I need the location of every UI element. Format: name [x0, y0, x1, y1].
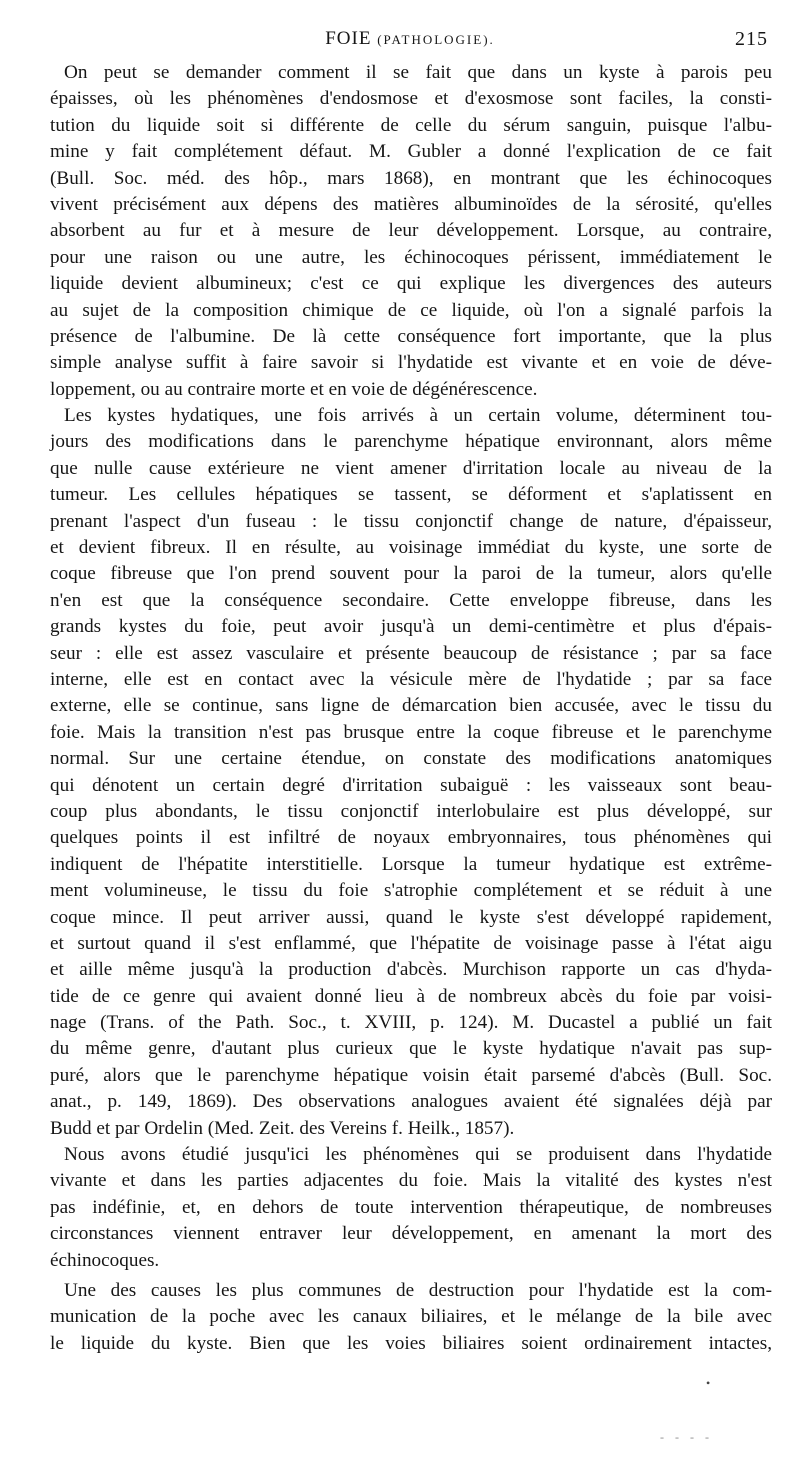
text-line: vivent précisément aux dépens des matières albuminoïdes de la sérosité, qu'elles: [50, 193, 772, 215]
text-line: vivante et dans les parties adjacentes du foie. Mais la vitalité des kystes n'est: [50, 1170, 772, 1192]
text-line: Une des causes les plus communes de destruction pour l'hydatide est la com-: [64, 1279, 772, 1301]
text-line: grands kystes du foie, peut avoir jusqu'à un demi-centimètre et plus d'épais-: [50, 616, 772, 638]
text-line: n'en est que la conséquence secondaire. Cette enveloppe fibreuse, dans les: [50, 589, 772, 611]
text-line: du même genre, d'autant plus curieux que le kyste hydatique n'avait pas sup-: [50, 1038, 772, 1060]
header-subtitle: (PATHOLOGIE).: [377, 32, 495, 47]
text-line: présence de l'albumine. De là cette conséquence fort importante, que la plus: [50, 325, 772, 347]
text-line: foie. Mais la transition n'est pas brusque entre la coque fibreuse et le parenchyme: [50, 721, 772, 743]
text-line: quelques points il est infiltré de noyaux embryonnaires, tous phénomènes qui: [50, 827, 772, 849]
text-line: Budd et par Ordelin (Med. Zeit. des Vereins f. Heilk., 1857).: [50, 1117, 515, 1139]
text-line: liquide devient albumineux; c'est ce qui explique les divergences des auteurs: [50, 273, 772, 295]
text-line: pour une raison ou une autre, les échinocoques périssent, immédiatement le: [50, 246, 772, 268]
text-line: (Bull. Soc. méd. des hôp., mars 1868), en montrant que les échinocoques: [50, 167, 772, 189]
page-number: 215: [735, 28, 768, 50]
text-line: tumeur. Les cellules hépatiques se tassent, se déforment et s'aplatissent en: [50, 484, 772, 506]
text-line: mine y fait complétement défaut. M. Gubler a donné l'explication de ce fait: [50, 141, 772, 163]
text-line: simple analyse suffit à faire savoir si l'hydatide est vivante et en voie de déve-: [50, 352, 772, 374]
text-line: et surtout quand il s'est enflammé, que l'hépatite de voisinage passe à l'état aigu: [50, 932, 772, 954]
running-head: [50, 28, 770, 54]
text-line: interne, elle est en contact avec la vésicule mère de l'hydatide ; par sa face: [50, 668, 772, 690]
text-line: coque fibreuse que l'on prend souvent pour la paroi de la tumeur, alors qu'elle: [50, 563, 772, 585]
text-line: que nulle cause extérieure ne vient amener d'irritation locale au niveau de la: [50, 457, 772, 479]
text-line: nage (Trans. of the Path. Soc., t. XVIII, p. 124). M. Ducastel a publié un fait: [50, 1012, 772, 1034]
body-text: [50, 60, 772, 1357]
text-line: tution du liquide soit si différente de celle du sérum sanguin, puisque l'albu-: [50, 114, 772, 136]
text-line: ment volumineuse, le tissu du foie s'atrophie complétement et se réduit à une: [50, 880, 772, 902]
print-speck: •: [706, 1376, 711, 1390]
text-line: coque mince. Il peut arriver aussi, quand le kyste s'est développé rapidement,: [50, 906, 772, 928]
text-line: Les kystes hydatiques, une fois arrivés à un certain volume, déterminent tou-: [64, 405, 772, 427]
text-line: qui dénotent un certain degré d'irritation subaiguë : les vaisseaux sont beau-: [50, 774, 772, 796]
text-line: jours des modifications dans le parenchyme hépatique environnant, alors même: [50, 431, 772, 453]
text-line: au sujet de la composition chimique de ce liquide, où l'on a signalé parfois la: [50, 299, 772, 321]
text-line: et aille même jusqu'à la production d'abcès. Murchison rapporte un cas d'hyda-: [50, 959, 772, 981]
text-line: indiquent de l'hépatite interstitielle. Lorsque la tumeur hydatique est extrême-: [50, 853, 772, 875]
text-line: normal. Sur une certaine étendue, on constate des modifications anatomiques: [50, 748, 772, 770]
text-line: Nous avons étudié jusqu'ici les phénomènes qui se produisent dans l'hydatide: [64, 1144, 772, 1166]
text-line: On peut se demander comment il se fait que dans un kyste à parois peu: [64, 62, 772, 83]
text-line: puré, alors que le parenchyme hépatique voisin était parsemé d'abcès (Bull. Soc.: [50, 1064, 772, 1086]
text-line: seur : elle est assez vasculaire et présente beaucoup de résistance ; par sa face: [50, 642, 772, 664]
text-line: prenant l'aspect d'un fuseau : le tissu conjonctif change de nature, d'épaisseur,: [50, 510, 772, 532]
header-title: FOIE: [325, 28, 372, 49]
text-line: munication de la poche avec les canaux biliaires, et le mélange de la bile avec: [50, 1306, 772, 1328]
text-line: coup plus abondants, le tissu conjonctif interlobulaire est plus développé, sur: [50, 800, 772, 822]
print-speck: - - - -: [660, 1430, 713, 1444]
text-line: et devient fibreux. Il en résulte, au voisinage immédiat du kyste, une sorte de: [50, 537, 772, 559]
text-line: le liquide du kyste. Bien que les voies biliaires soient ordinairement intactes,: [50, 1332, 772, 1354]
text-line: pas indéfinie, et, en dehors de toute intervention thérapeutique, de nombreuses: [50, 1196, 772, 1218]
text-line: anat., p. 149, 1869). Des observations analogues avaient été signalées déjà par: [50, 1091, 772, 1113]
text-line: épaisses, où les phénomènes d'endosmose et d'exosmose sont faciles, la consti-: [50, 88, 772, 110]
running-title: [50, 28, 770, 50]
text-line: externe, elle se continue, sans ligne de démarcation bien accusée, avec le tissu du: [50, 695, 772, 717]
text-line: échinocoques.: [50, 1249, 160, 1271]
text-line: absorbent au fur et à mesure de leur développement. Lorsque, au contraire,: [50, 220, 772, 242]
text-line: circonstances viennent entraver leur développement, en amenant la mort des: [50, 1223, 772, 1245]
text-line: tide de ce genre qui avaient donné lieu à de nombreux abcès du foie par voisi-: [50, 985, 772, 1007]
text-line: loppement, ou au contraire morte et en voie de dégénérescence.: [50, 378, 538, 400]
